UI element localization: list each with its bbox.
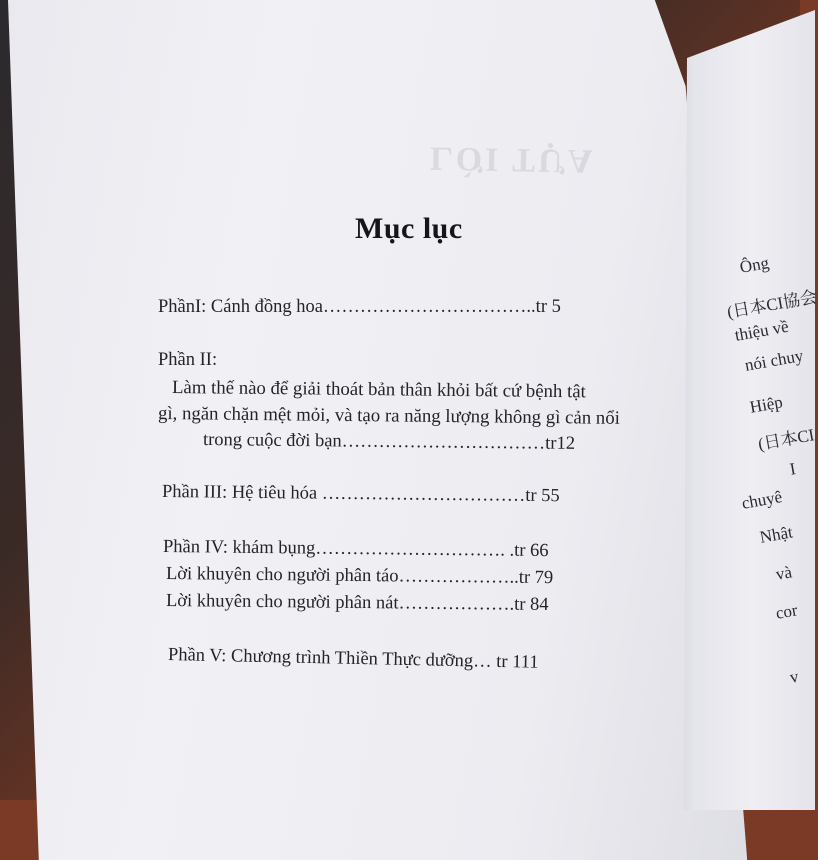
right-page-text: nói chuy: [743, 345, 805, 375]
right-page-text: cor: [774, 600, 799, 623]
right-page-text: chuyê: [740, 487, 784, 513]
right-page-text: và: [774, 562, 794, 584]
toc-entry-part2-heading: Phần II:: [158, 350, 218, 370]
toc-entry-part4-sub2: Lời khuyên cho người phân nát……………….tr 84: [165, 591, 549, 616]
toc-entry-part4: Phần IV: khám bụng…………………………. .tr 66: [162, 537, 549, 562]
right-page-text: Nhật: [758, 522, 795, 547]
toc-entry-part3: Phần III: Hệ tiêu hóa ……………………………tr 55: [161, 482, 560, 507]
toc-entry-part2-line3: trong cuộc đời bạn……………………………tr12: [202, 430, 576, 454]
toc-entry-part2-line1: Làm thế nào để giải thoát bản thân khỏi bất cứ bệnh tật: [171, 377, 586, 403]
toc-entry-part5: Phần V: Chương trình Thiền Thực dưỡng… tr 111: [167, 645, 539, 673]
toc-entry-part2-line2: gì, ngăn chặn mệt mỏi, và tạo ra năng lượng không gì cản nổi: [157, 403, 620, 429]
right-page-text: v: [788, 666, 800, 687]
right-page-text: (日本CI協会: [725, 287, 818, 322]
toc-entry-part1: PhầnI: Cánh đồng hoa……………………………..tr 5: [158, 297, 561, 317]
right-page-text: (日本CI: [756, 425, 816, 454]
toc-entry-part4-sub1: Lời khuyên cho người phân táo………………..tr 79: [165, 564, 554, 589]
right-page-text: thiệu về: [733, 316, 791, 345]
right-page-text: Hiệp: [748, 392, 785, 417]
page-title: Mục lục: [355, 212, 463, 245]
show-through-text: LỜI TỰA: [429, 139, 596, 180]
right-page-text: Ông: [738, 253, 771, 277]
right-page-text: I: [788, 459, 798, 479]
